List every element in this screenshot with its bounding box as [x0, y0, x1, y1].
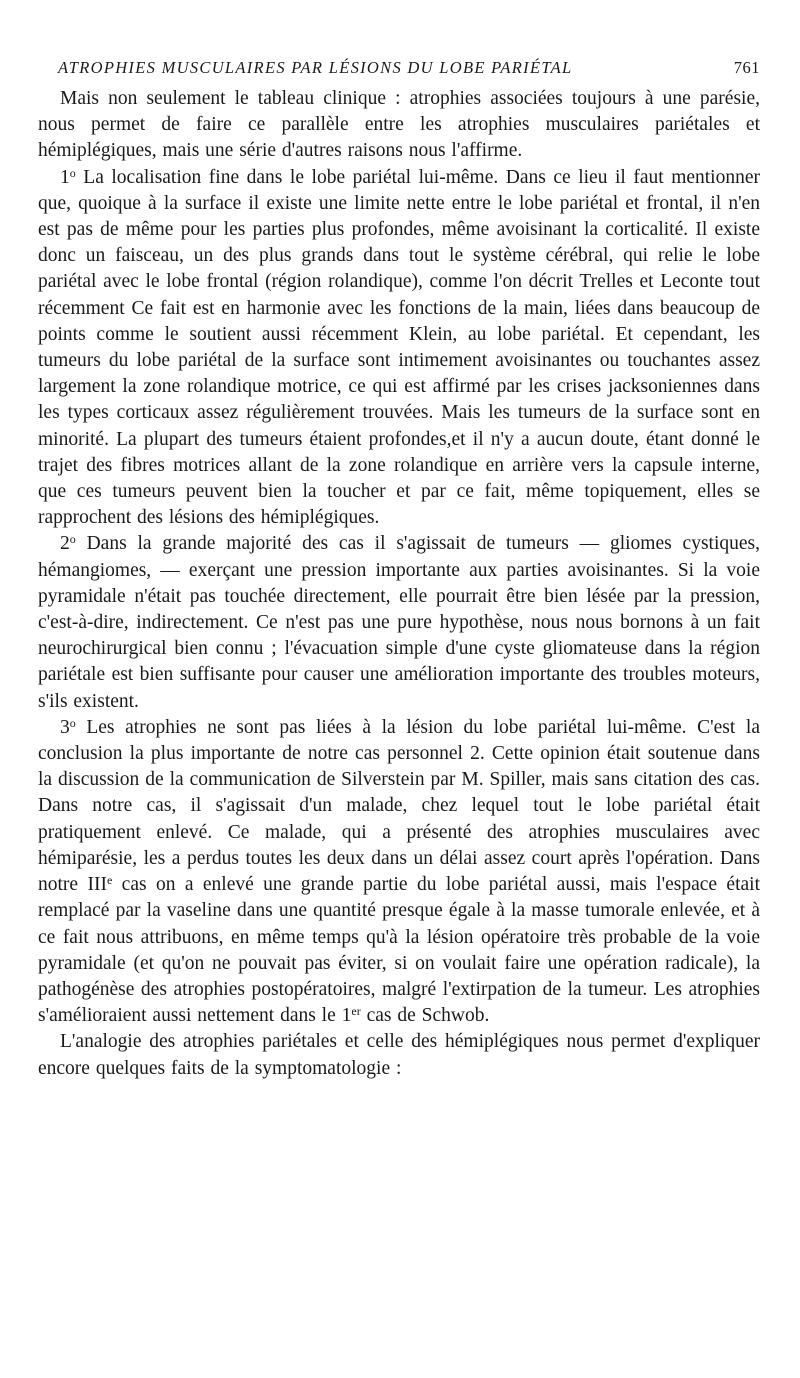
paragraph-text: Mais non seulement le tableau clinique : atrophies associées toujours à une parésie, nous permet de faire ce parallèle entre les atrophies musculaires pariétales et hémiplégiques, mais une série d'autres raisons nous l'affirme. [38, 88, 760, 162]
running-head [38, 58, 760, 78]
superscript-e: e [106, 873, 113, 888]
superscript-er: er [351, 1004, 361, 1019]
paragraph-text: L'analogie des atrophies pariétales et celle des hémiplégiques nous permet d'expliquer encore quelques faits de la symptomatologie : [38, 1031, 760, 1079]
paragraph-point-2 [38, 531, 760, 714]
ordinal-mark: o [69, 165, 76, 180]
paragraph-conclusion [38, 1029, 760, 1081]
paragraph-text: La localisation fine dans le lobe pariétal lui-même. Dans ce lieu il faut mentionner que, quoique à la surface il existe une limite nette entre le lobe pariétal et frontal, il n'en est pas de même pour les parties plus profondes, même avoisinant la corticalité. Il existe donc un faisceau, un des plus grands dans tout le système cérébral, qui relie le lobe pariétal avec le lobe frontal (région rolandique), comme l'on décrit Trelles et Leconte tout récemment Ce fait est en harmonie avec les fonctions de la main, liées dans beaucoup de points comme le soutient aussi récemment Klein, au lobe pariétal. Et cependant, les tumeurs du lobe pariétal de la surface sont intimement avoisinantes ou touchantes assez largement la zone rolandique motrice, ce qui est affirmé par les crises jacksoniennes dans les types corticaux assez régulièrement trouvées. Mais les tumeurs de la surface sont en minorité. La plupart des tumeurs étaient profondes,et il n'y a aucun doute, étant donné le trajet des fibres motrices allant de la zone rolandique en arrière vers la capsule interne, que ces tumeurs peuvent bien la toucher et par ce fait, même topiquement, elles se rapprochent des lésions des hémiplégiques. [38, 166, 760, 529]
item-number: 3 [60, 716, 70, 738]
paragraph-point-3 [38, 715, 760, 1029]
page-number: 761 [733, 58, 760, 77]
paragraph-text-cont: cas on a enlevé une grande partie du lobe pariétal aussi, mais l'espace était remplacé par la vaseline dans une quantité presque égale à la masse tumorale enlevée, et à ce fait nous attribuons, en même temps qu'à la lésion opératoire très probable de la voie pyramidale (et qu'on ne pouvait pas éviter, si on voulait faire une opération radicale), la pathogénèse des atrophies postopératoires, malgré l'extirpation de la tumeur. Les atrophies s'amélioraient aussi nettement dans le 1 [38, 874, 760, 1027]
paragraph-text: Les atrophies ne sont pas liées à la lésion du lobe pariétal lui-même. C'est la conclusion la plus importante de notre cas personnel 2. Cette opinion était soutenue dans la discussion de la communication de Silverstein par M. Spiller, mais sans citation des cas. Dans notre cas, il s'agissait d'un malade, chez lequel tout le lobe pariétal était pratiquement enlevé. Ce malade, qui a présenté des atrophies musculaires avec hémiparésie, les a perdus toutes les deux dans un délai assez court après l'opération. Dans notre III [38, 716, 760, 896]
ordinal-mark: o [69, 532, 76, 547]
ordinal-mark: o [69, 715, 76, 730]
paragraph-intro [38, 86, 760, 165]
paragraph-text-end: cas de Schwob. [360, 1005, 490, 1027]
body-text [38, 86, 760, 1082]
paragraph-text: Dans la grande majorité des cas il s'agissait de tumeurs — gliomes cystiques, hémangiomes, — exerçant une pression importante aux parties avoisinantes. Si la voie pyramidale n'était pas touchée directement, elle pourrait être bien lésée par la pression, c'est-à-dire, indirectement. Ce n'est pas une pure hypothèse, nous nous bornons à un fait neurochirurgical bien connu ; l'évacuation simple d'une cyste gliomateuse dans la région pariétale est bien suffisante pour causer une amélioration importante des troubles moteurs, s'ils existent. [38, 533, 760, 712]
item-number: 2 [60, 533, 70, 555]
paragraph-point-1 [38, 165, 760, 532]
running-title: ATROPHIES MUSCULAIRES PAR LÉSIONS DU LOBE PARIÉTAL [58, 58, 573, 77]
item-number: 1 [60, 166, 70, 188]
